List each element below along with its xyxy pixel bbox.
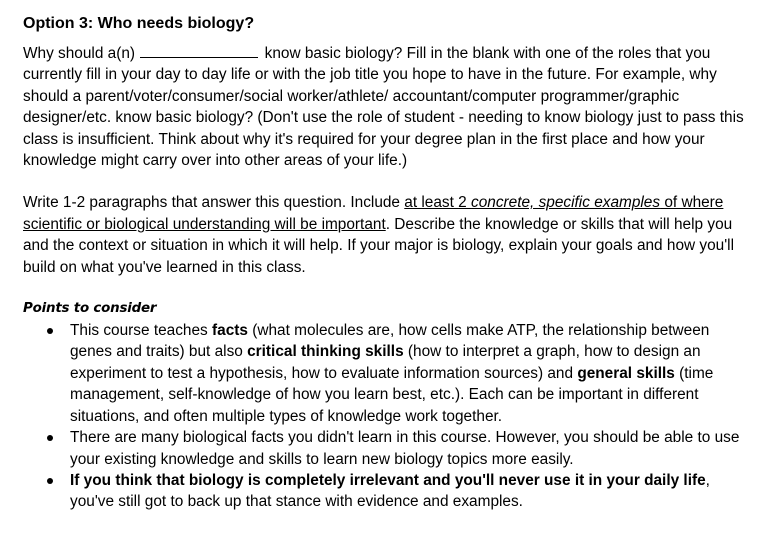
bullet-icon <box>47 478 53 484</box>
points-to-consider-heading: Points to consider <box>23 301 157 317</box>
instructions-underline-1: at least 2 <box>404 194 472 212</box>
list-item <box>23 427 753 470</box>
instructions-paragraph <box>23 192 753 278</box>
instructions-underline-2: of where scientific or biological understanding will be important <box>23 194 724 233</box>
bullet-text: (time management, self-knowledge of how you learn best, etc.). Each can be important in different situations, and often multiple types of knowledge work together. <box>70 364 714 425</box>
points-list <box>23 320 753 513</box>
bullet-bold-text: facts <box>212 322 248 340</box>
bullet-icon <box>47 435 53 441</box>
list-item <box>23 320 753 427</box>
bullet-text: (what molecules are, how cells make ATP, the relationship between genes and traits) but also <box>70 322 710 361</box>
fill-in-blank <box>140 43 258 58</box>
bullet-icon <box>47 328 53 334</box>
option-heading: Option 3: Who needs biology? <box>23 15 255 32</box>
bullet-text: , you've still got to back up that stance with evidence and examples. <box>70 471 710 511</box>
bullet-text: This course teaches <box>70 322 213 340</box>
bullet-bold-text: general skills <box>577 364 675 382</box>
bullet-bold-text: If you think that biology is completely irrelevant and you'll never use it in your daily life <box>70 471 706 489</box>
bullet-text: (how to interpret a graph, how to design an experiment to test a hypothesis, how to evaluate information sources) and <box>70 343 701 382</box>
intro-text-rest: know basic biology? Fill in the blank with one of the roles that you currently fill in your day to day life or with the job title you hope to have in the future. For example, why should a parent/voter/consumer/social worker/athlete/ accountant/computer programmer/graphic designer/etc. know basic biology? (Don't use the role of student - needing to know biology just to pass this class is insufficient. Think about why it's required for your degree plan in the first place and how your knowledge might carry over into other areas of your life.) <box>23 45 744 170</box>
bullet-bold-text: critical thinking skills <box>247 343 404 361</box>
list-item <box>23 470 753 513</box>
bullet-text: There are many biological facts you didn't learn in this course. However, you should be able to use your existing knowledge and skills to learn new biology topics more easily. <box>70 429 740 468</box>
instructions-text-start: Write 1-2 paragraphs that answer this question. Include <box>23 194 405 212</box>
intro-paragraph <box>23 43 753 171</box>
document-page <box>23 14 753 513</box>
instructions-text-rest: . Describe the knowledge or skills that will help you and the context or situation in which it will help. If your major is biology, explain your goals and how you'll build on what you've learned in this class. <box>23 215 734 276</box>
instructions-underline-italic: concrete, specific examples <box>471 194 661 212</box>
intro-text-start: Why should a(n) <box>23 45 136 62</box>
